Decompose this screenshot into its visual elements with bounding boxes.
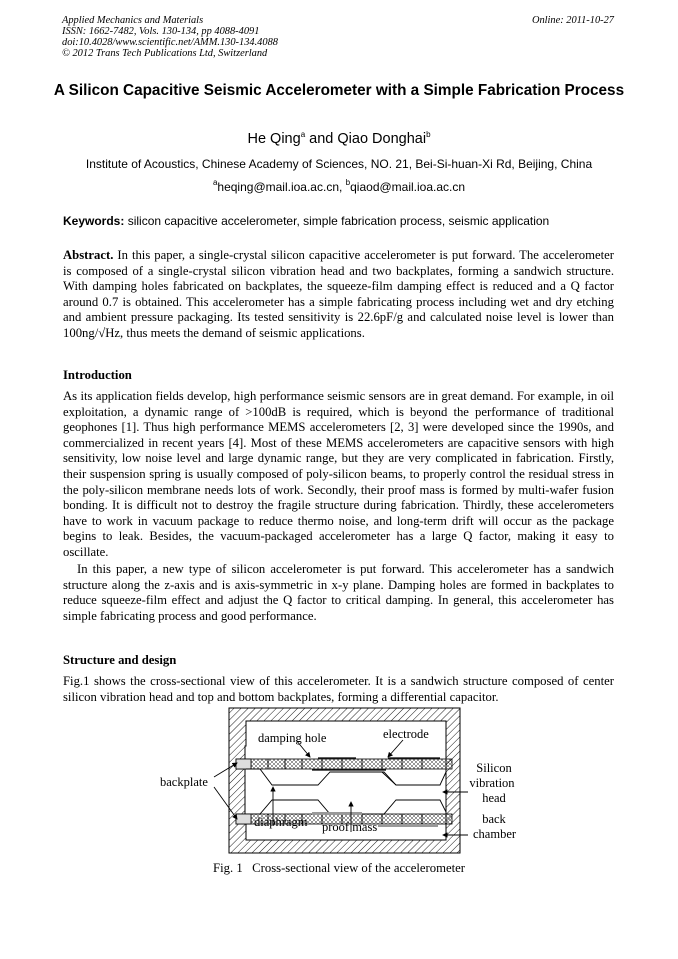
email-1-sup: a [212, 178, 218, 187]
author-line [50, 130, 628, 147]
journal-header [62, 15, 278, 59]
email-1-link[interactable]: heqing@mail.ioa.ac.cn [217, 180, 339, 194]
doi-line: doi:10.4028/www.scientific.net/AMM.130-134.4088 [62, 37, 278, 48]
author-1-sup: a [300, 130, 306, 139]
paper-title: A Silicon Capacitive Seismic Accelerometer with a Simple Fabrication Process [53, 82, 625, 99]
email-separator: , [339, 180, 346, 194]
label-diaphragm: diaphragm [254, 815, 308, 829]
label-proof-mass: proof mass [322, 820, 378, 834]
author-connector: and [305, 131, 338, 147]
author-2: Qiao Donghai [337, 131, 427, 147]
abstract-paragraph [63, 248, 614, 342]
label-silicon-vibration-head: Silicon vibration head [469, 761, 515, 805]
online-date: Online: 2011-10-27 [531, 15, 614, 26]
label-backplate: backplate [160, 775, 208, 789]
section-heading-structure: Structure and design [63, 653, 177, 667]
figure-caption: Fig. 1 Cross-sectional view of the accelerometer [213, 861, 465, 875]
figure-cross-section [150, 700, 530, 860]
abstract-label: Abstract. [63, 248, 114, 262]
abstract-text: In this paper, a single-crystal silicon capacitive accelerometer is put forward. The accelerometer is composed of a single-crystal silicon vibration head and two backplates, forming a sandwich structure. With damping holes fabricated on backplates, the squeeze-film damping effect is reduced and a Q factor around 0.7 is obtained. This accelerometer has a simple fabricating process including wet and dry etching and ambient pressure packaging. Its tested sensitivity is 22.6pF/g and calculated noise level is lower than 100ng/√Hz, thus meets the demand of seismic applications. [63, 248, 614, 340]
label-damping-hole: damping hole [258, 731, 327, 745]
structure-paragraph-1: Fig.1 shows the cross-sectional view of this accelerometer. It is a sandwich structure composed of center silicon vibration head and top and bottom backplates, forming a differential capacitor. [63, 674, 614, 704]
author-1: He Qing [247, 131, 301, 147]
email-2-sup: b [345, 178, 351, 187]
keywords [63, 214, 549, 228]
label-back-chamber: back chamber [473, 812, 517, 841]
journal-name: Applied Mechanics and Materials [62, 15, 204, 26]
top-backplate [236, 758, 452, 770]
vibration-head [246, 769, 446, 814]
issn-line: ISSN: 1662-7482, Vols. 130-134, pp 4088-4091 [62, 26, 260, 37]
intro-paragraph-2: In this paper, a new type of silicon accelerometer is put forward. This accelerometer has a sandwich structure along the z-axis and is axis-symmetric in x-y plane. Damping holes are formed in backplates to reduce squeeze-film effect and adjust the Q factor to critical damping. In general, this accelerometer has simple fabricating process and good performance. [63, 562, 614, 623]
author-2-sup: b [426, 130, 431, 139]
copyright-line: © 2012 Trans Tech Publications Ltd, Switzerland [62, 48, 268, 59]
label-electrode: electrode [383, 727, 429, 741]
intro-paragraph-1: As its application fields develop, high performance seismic sensors are in great demand. For example, in oil exploitation, a dynamic range of >100dB is required, which is beyond the performance of traditional geophones [1]. Thus high performance MEMS accelerometers [2, 3] were developed since the 1990s, and commercialized in recent years [4]. Most of these MEMS accelerometers are capacitive sensors with high sensitivity, low noise level and large dynamic range, but they are very complicated in fabrication. Firstly, their suspension spring is usually composed of poly-silicon beams, to properly control the residual stress in the poly-silicon membrane needs lots of work. Secondly, their proof mass is formed by multi-wafer fusion bonding. It is difficult not to destroy the fragile structure during fabrication. Thirdly, these accelerometers have to work in vacuum package to reduce thermo noise, and long-term drift will occur as the package begins to leak. Besides, the vacuum-packaged accelerometer has a large Q factor, making it easy to oscillate. [63, 389, 614, 559]
email-2-link[interactable]: qiaod@mail.ioa.ac.cn [350, 180, 466, 194]
affiliation: Institute of Acoustics, Chinese Academy of Sciences, NO. 21, Bei-Si-huan-Xi Rd, Beijing, China [85, 157, 593, 171]
email-line [50, 178, 628, 194]
keywords-text: silicon capacitive accelerometer, simple fabrication process, seismic application [124, 214, 550, 228]
section-heading-introduction: Introduction [63, 368, 132, 382]
keywords-label: Keywords: [63, 214, 125, 228]
